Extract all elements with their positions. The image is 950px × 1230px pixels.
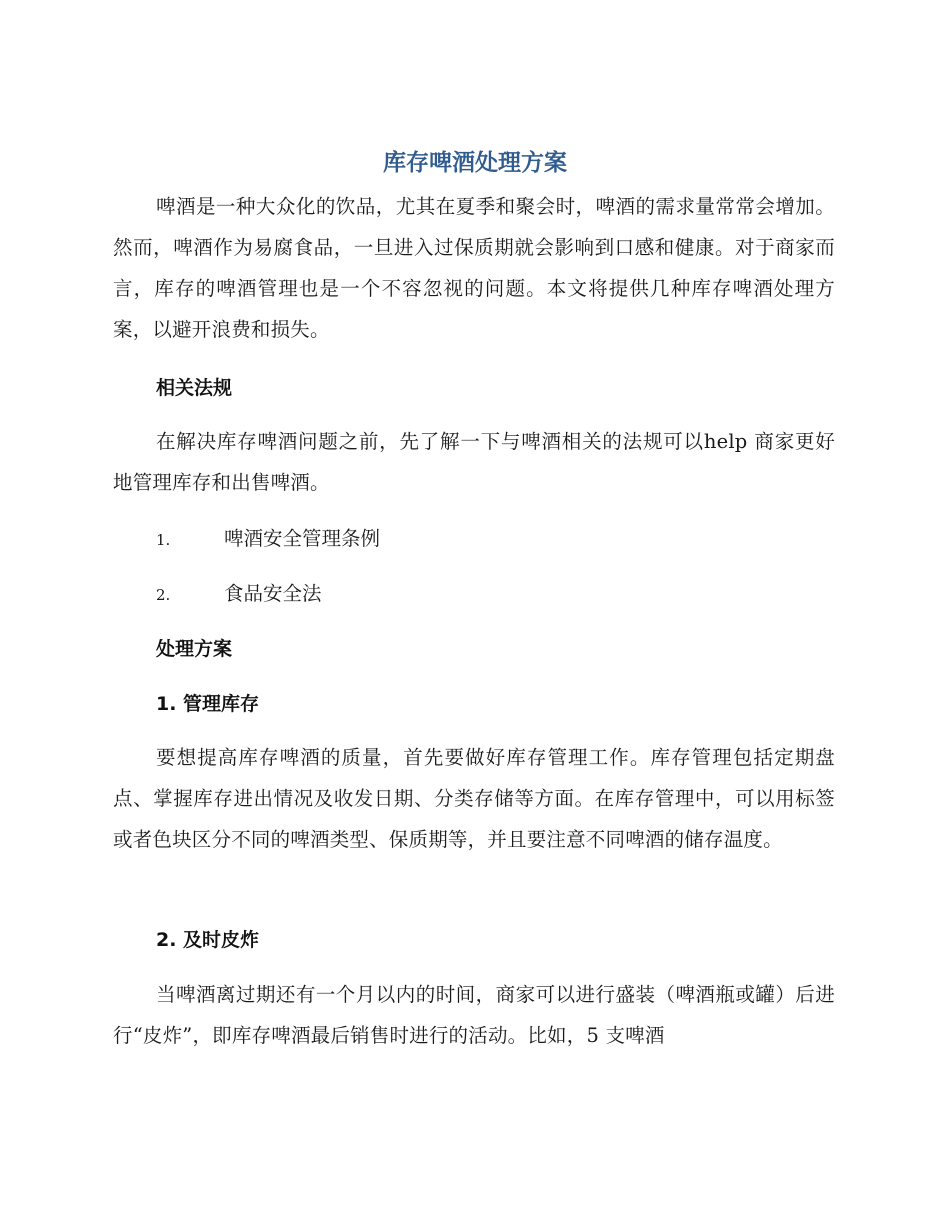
list-item-text: 食品安全法: [224, 582, 322, 605]
solutions-heading: 处理方案: [156, 638, 233, 660]
regulations-paragraph: 在解决库存啤酒问题之前，先了解一下与啤酒相关的法规可以help 商家更好地管理库存和出售啤酒。: [113, 430, 835, 494]
manage-inventory-paragraph: 要想提高库存啤酒的质量，首先要做好库存管理工作。库存管理包括定期盘点、掌握库存进出情况及收发日期、分类存储等方面。在库存管理中，可以用标签或者色块区分不同的啤酒类型、保质期等，并且要注意不同啤酒的储存温度。: [113, 746, 835, 851]
document-title: 库存啤酒处理方案: [383, 150, 567, 176]
subsection-heading-manage-inventory: 1. 管理库存: [156, 693, 260, 715]
list-item-number: 2.: [156, 586, 171, 604]
list-item-number: 1.: [156, 531, 171, 549]
intro-paragraph: 啤酒是一种大众化的饮品，尤其在夏季和聚会时，啤酒的需求量常常会增加。然而，啤酒作为易腐食品，一旦进入过保质期就会影响到口感和健康。对于商家而言，库存的啤酒管理也是一个不容忽视的问题。本文将提供几种库存啤酒处理方案，以避开浪费和损失。: [113, 195, 835, 341]
list-item-text: 啤酒安全管理条例: [224, 527, 381, 550]
regulations-heading: 相关法规: [156, 377, 233, 399]
list-item: [156, 580, 322, 609]
list-item: [156, 525, 380, 554]
subsection-heading-promotion: 2. 及时皮炸: [156, 929, 260, 951]
promotion-paragraph: 当啤酒离过期还有一个月以内的时间，商家可以进行盛装（啤酒瓶或罐）后进行“皮炸”，即库存啤酒最后销售时进行的活动。比如，5 支啤酒: [113, 983, 835, 1047]
